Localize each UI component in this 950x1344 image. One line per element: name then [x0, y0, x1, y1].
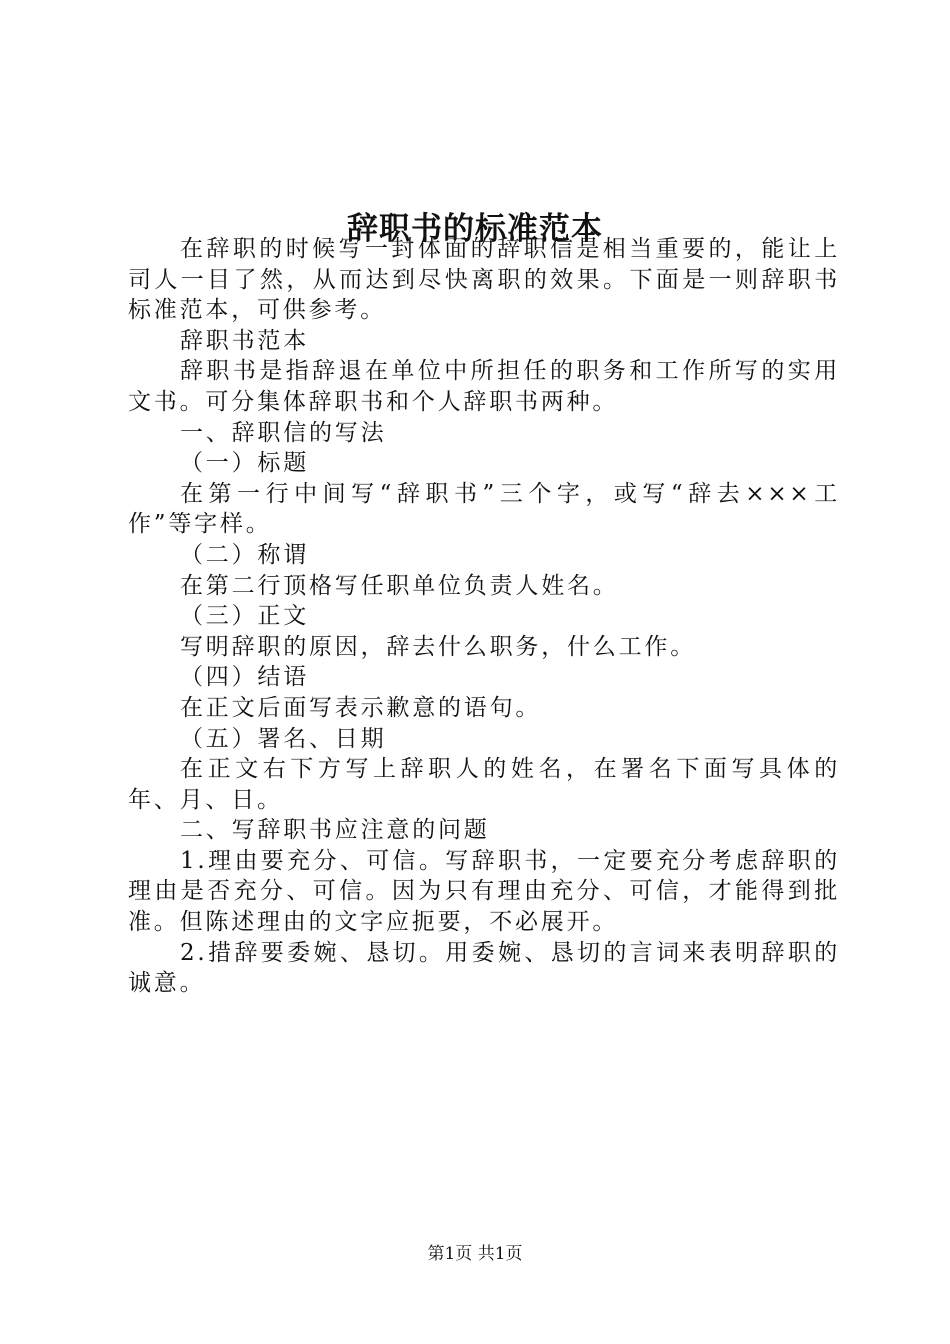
title-instruction-paragraph: 在第一行中间写“辞职书”三个字，或写“辞去×××工作”等字样。	[128, 480, 840, 538]
salutation-instruction-paragraph: 在第二行顶格写任职单位负责人姓名。	[180, 572, 619, 599]
note-item-1: 1.理由要充分、可信。写辞职书，一定要充分考虑辞职的理由是否充分、可信。因为只有理由充分、可信，才能得到批准。但陈述理由的文字应扼要，不必展开。	[128, 847, 840, 936]
subheading-signature-date: （五）署名、日期	[180, 725, 387, 752]
subheading-title: （一）标题	[180, 450, 309, 477]
document-body	[128, 234, 840, 999]
definition-paragraph: 辞职书是指辞退在单位中所担任的职务和工作所写的实用文书。可分集体辞职书和个人辞职书两种。	[128, 358, 840, 415]
page-footer: 第1页 共1页	[427, 1244, 523, 1264]
closing-instruction-paragraph: 在正文后面写表示歉意的语句。	[180, 694, 542, 721]
section-heading-sample: 辞职书范本	[180, 327, 309, 354]
section-heading-notes: 二、写辞职书应注意的问题	[180, 817, 490, 844]
document-title: 辞职书的标准范本	[347, 210, 603, 247]
intro-paragraph: 在辞职的时候写一封体面的辞职信是相当重要的，能让上司人一目了然，从而达到尽快离职的效果。下面是一则辞职书标准范本，可供参考。	[128, 236, 840, 324]
subheading-body: （三）正文	[180, 603, 309, 630]
signature-instruction-paragraph: 在正文右下方写上辞职人的姓名，在署名下面写具体的年、月、日。	[128, 756, 840, 813]
note-item-2: 2.措辞要委婉、恳切。用委婉、恳切的言词来表明辞职的诚意。	[128, 939, 840, 997]
body-instruction-paragraph: 写明辞职的原因，辞去什么职务，什么工作。	[180, 633, 696, 660]
subheading-closing: （四）结语	[180, 664, 309, 691]
subheading-salutation: （二）称谓	[180, 541, 309, 568]
section-heading-writing-method: 一、辞职信的写法	[180, 419, 387, 446]
